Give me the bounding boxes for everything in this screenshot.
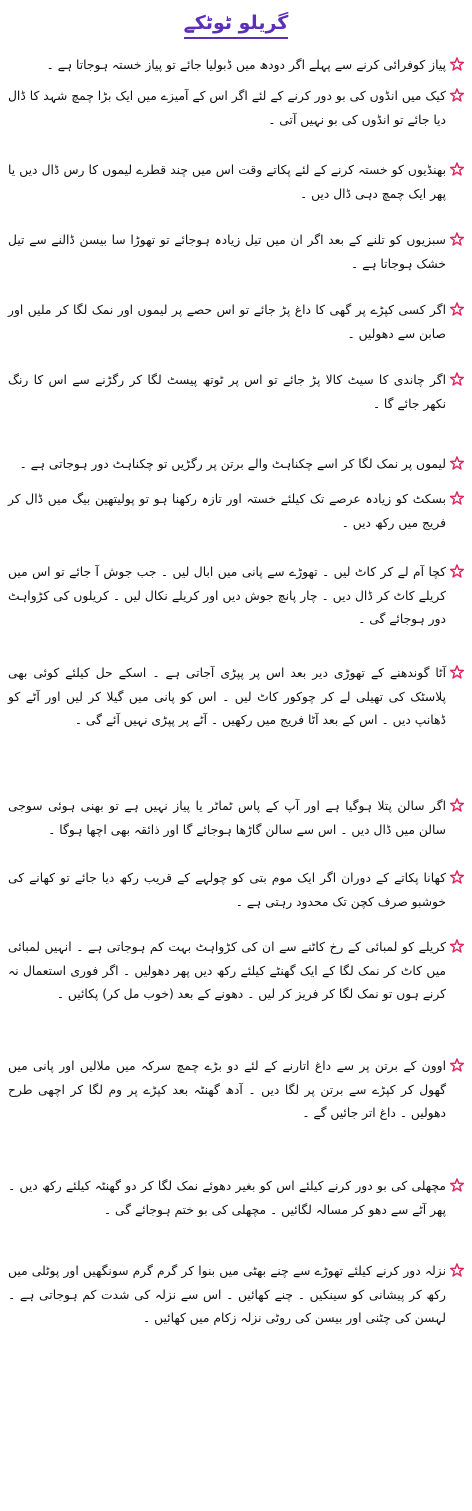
tip-text: مچھلی کی بو دور کرنے کیلئے اس کو بغیر دھوئے نمک لگا کر دو گھنٹہ کیلئے رکھ دیں ۔ پھر آٹے سے دھو کر مسالہ لگائیں ۔ مچھلی کی بو ختم ہوجائے گی ۔	[8, 1179, 446, 1217]
star-icon	[450, 564, 464, 578]
star-icon	[450, 939, 464, 953]
tip-text: آٹا گوندھنے کے تھوڑی دیر بعد اس پر پپڑی آجاتی ہے ۔ اسکے حل کیلئے کوئی بھی پلاسٹک کی تھیلی لے کر چوکور کاٹ لیں ۔ اس کو پانی میں گیلا کر لیں اور آٹے کو ڈھانپ دیں ۔ اس کے بعد آٹا فریج میں رکھیں ۔ آٹے پر پپڑی نہیں آئے گی ۔	[8, 666, 446, 727]
tip-text: کھانا پکاتے کے دوران اگر ایک موم بتی کو چولہے کے قریب رکھ دیا جائے تو کھانے کی خوشبو صرف کچن تک محدود رہتی ہے ۔	[8, 871, 446, 909]
tip-text: کیک میں انڈوں کی بو دور کرنے کے لئے اگر اس کے آمیزے میں ایک بڑا چمچ شہد کا ڈال دیا جائے تو انڈوں کی بو نہیں آتی ۔	[8, 89, 446, 127]
tip-item-13	[8, 936, 464, 1055]
tip-item-2	[8, 85, 464, 159]
tip-text: نزلہ دور کرنے کیلئے تھوڑے سے چنے بھٹی میں بنوا کر گرم گرم سونگھیں اور پوٹلی میں رکھ کر پیشانی کو سینکیں ۔ چنے کھائیں ۔ اس سے نزلہ کی شدت کم ہوجاتی ہے ۔ لہسن کی چٹنی اور بیسن کی روٹی نزلہ زکام میں کھائیں ۔	[8, 1264, 446, 1325]
tip-text: کچا آم لے کر کاٹ لیں ۔ تھوڑے سے پانی میں ابال لیں ۔ جب جوش آ جائے تو اس میں کریلے کاٹ کر ڈال دیں ۔ چار پانچ جوش دیں اور کریلے نکال لیں ۔ کریلوں کی کڑواہٹ دور ہوجائے گی ۔	[8, 565, 446, 626]
tip-item-3	[8, 159, 464, 229]
tip-text: اگر کسی کپڑے پر گھی کا داغ پڑ جائے تو اس حصے پر لیموں اور نمک لگا کر ملیں اور صابن سے دھولیں ۔	[8, 303, 446, 341]
tip-item-9	[8, 561, 464, 662]
tip-text: بسکٹ کو زیادہ عرصے تک کیلئے خستہ اور تازہ رکھنا ہو تو پولیتھین بیگ میں ڈال کر فریج میں رکھ دیں ۔	[8, 492, 446, 530]
tip-item-4	[8, 229, 464, 299]
star-icon	[450, 57, 464, 71]
tip-item-1	[8, 54, 464, 85]
star-icon	[450, 665, 464, 679]
tip-item-12	[8, 867, 464, 936]
tip-text: لیموں پر نمک لگا کر اسے چکناہٹ والے برتن پر رگڑیں تو چکناہٹ دور ہوجاتی ہے ۔	[19, 457, 446, 471]
tip-text: اگر چاندی کا سیٹ کالا پڑ جائے تو اس پر ٹوتھ پیسٹ لگا کر رگڑنے سے اس کا رنگ نکھر جائے گا ۔	[8, 373, 446, 411]
tip-text: اگر سالن پتلا ہوگیا ہے اور آپ کے پاس ٹماٹر یا پیاز نہیں ہے تو بھنی ہوئی سوجی سالن میں ڈال دیں ۔ اس سے سالن گاڑھا ہوجائے گا اور ذائقہ بھی اچھا ہوگا ۔	[8, 799, 446, 837]
star-icon	[450, 1178, 464, 1192]
star-icon	[450, 232, 464, 246]
tip-item-7	[8, 453, 464, 488]
page-title: گریلو ٹوٹکے	[184, 12, 289, 39]
title-container	[8, 6, 464, 54]
tip-item-15	[8, 1175, 464, 1260]
tip-text: کریلے کو لمبائی کے رخ کاٹنے سے ان کی کڑواہٹ بہت کم ہوجاتی ہے ۔ انہیں لمبائی میں کاٹ کر نمک لگا کے ایک گھنٹے کیلئے رکھ دیں پھر دھولیں ۔ اگر فوری استعمال نہ کرنے ہوں تو نمک لگا کر فریز کر لیں ۔ دھونے کے بعد (خوب مل کر) پکائیں ۔	[8, 940, 446, 1001]
star-icon	[450, 456, 464, 470]
star-icon	[450, 1058, 464, 1072]
star-icon	[450, 372, 464, 386]
tips-list	[8, 54, 464, 1390]
tip-item-8	[8, 488, 464, 561]
star-icon	[450, 88, 464, 102]
tip-text: اوون کے برتن پر سے داغ اتارنے کے لئے دو بڑے چمچ سرکہ میں ملالیں اور پانی میں گھول کر کپڑے سے برتن پر لگا دیں ۔ آدھ گھنٹہ بعد کپڑے پر وم لگا کر اچھی طرح دھولیں ۔ داغ اتر جائیں گے ۔	[8, 1059, 446, 1120]
tip-item-14	[8, 1055, 464, 1175]
tip-item-10	[8, 662, 464, 795]
tip-item-5	[8, 299, 464, 369]
star-icon	[450, 302, 464, 316]
tip-text: بھنڈیوں کو خستہ کرنے کے لئے پکاتے وقت اس میں چند قطرے لیموں کا رس ڈال دیں یا پھر ایک چمچ دہی ڈال دیں ۔	[8, 163, 446, 201]
star-icon	[450, 870, 464, 884]
tip-text: سبزیوں کو تلنے کے بعد اگر ان میں تیل زیادہ ہوجائے تو تھوڑا سا بیسن ڈالنے سے تیل خشک ہوجاتا ہے ۔	[8, 233, 446, 271]
tip-item-6	[8, 369, 464, 453]
tip-item-16	[8, 1260, 464, 1390]
tip-item-11	[8, 795, 464, 867]
tip-text: پیاز کوفرائی کرنے سے پہلے اگر دودھ میں ڈبولیا جائے تو پیاز خستہ ہوجاتا ہے ۔	[46, 58, 446, 72]
star-icon	[450, 491, 464, 505]
star-icon	[450, 798, 464, 812]
star-icon	[450, 162, 464, 176]
star-icon	[450, 1263, 464, 1277]
